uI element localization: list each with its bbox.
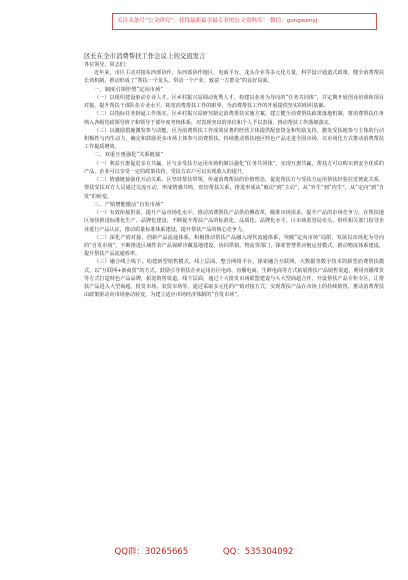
footer-contact — [0, 545, 408, 557]
intro-paragraph: 近年来，市区主动对接东西部协作、东西部协作地区，电商平台、龙头企业等多元化力量，科学设计通道式政策，健全消费帮扶长效机制，推动形成了“帮扶一个龙头、带动一个产业、致富一方群众”的良好局面。 — [84, 70, 384, 85]
qq-group-text: QQ群：30265665 — [114, 547, 189, 557]
paragraph: （一）以组织建设驱动专业人才。区乡村振兴局调动优秀人才，构建以业务为导向的“任务共同体”，并定期开展创业培训和项目对接，提升帮扶干部队伍专业水平，拓宽消费帮扶工作的眼界，为消费帮扶工作的开展提供坚实的组织基础。 — [84, 95, 384, 110]
qq-text: QQ：535304092 — [222, 547, 294, 557]
paragraph: （三）融合线上线下，构建新型销售模式。线上层面，整合网络平台，探索融合互联网、大数据等数字技术的新型消费帮扶模式，以“互联网+新商贸”的方式，鼓励引导帮扶企业运用社区电商、直播电商、生鲜电商等方式拓展帮扶产品销售渠道，利用直播带货等方式打造特色产品品牌，拓宽销售渠道。线下层面，通过十大批发市场联盟建设与大大型商超合作，开设帮扶产品专柜专区，让帮扶产品进入大型商超、批发市场、农贸市场等。通过采取多元化的产销对接方式，实现帮扶产品在市场上的持续销售，推动消费帮扶由政策驱动向市场驱动转变，为建立适应市场经济体制的“自发市场”。 — [84, 259, 384, 299]
document-body — [84, 52, 384, 300]
paragraph: （一）利益互惠促进多方共赢。区与多受扶方运用市场机制以强化“任务共同体”，实现互惠共赢，帮扶方可以购买到安全优质的产品，企业可以享受一定的政策扶持，受扶方农户可以实现收入的提升。 — [84, 160, 384, 176]
section-heading-2: 二、双重互惠强化“关系链接” — [94, 152, 163, 159]
section-heading-1: 一、制度引领形塑“定向市场” — [94, 86, 163, 93]
paragraph: （二）情感链接强化互动关系。区坚持帮扶带领，传递消费帮扶的价值理念，促进帮扶方与受扶方运用帮扶经验拉近彼此关系，帮扶受扶双方人员通过交流互动，形成情感共鸣，密切帮扶关系，推进形成从“被动”到“主动”，从“外生”到“内生”，从“定向”到“自发”的转变。 — [84, 177, 384, 200]
promo-banner — [112, 13, 377, 30]
promo-banner-text: 关注头条号“公文研究”，获得最新最全最专业的公文资料库！ 微信：gongwenyj — [117, 18, 318, 24]
paragraph: （三）以激励措施激发参与动能。区为消费帮扶工作成效显著的经营主体提供配套资金和奖励支持，激发受扶地参与主体的行动积极性与内生动力，确定和鼓励更多市场主体参与消费帮扶。持续推动帮扶地区特色产品走进全国市场，以市场化方式推动消费帮扶工作提质增效。 — [84, 127, 384, 151]
section-heading-3: 三、产销增能激活“自发市场” — [94, 201, 163, 208]
paragraph: （二）以指标任务倒逼工作落实。区乡村振兴局研究制定消费帮扶实施方案，建立健全消费帮扶政策落地机制，将消费帮扶任务纳入各级党政领导班子和领导干部年度考核体系，对表现突出的单位和个人予以表扬，推动帮扶工作落细落实。 — [84, 111, 384, 126]
document-title: 区长在全市消费帮扶工作会议上的交流发言 — [84, 52, 206, 60]
paragraph: （二）深化产销对接，创新产品流通体系。积极推动帮扶产品融入现代流通体系，突破“定向市场”局限，发展以市场化为导向的“自发市场”，不断推进区域性农产品保鲜冷藏基地建设，协同供销、物流等部门，探索智慧供应链运营模式，推动物流体系建设，提升帮扶产品流通效率。 — [84, 234, 384, 258]
salutation: 各位领导、同志们： — [84, 62, 130, 68]
paragraph: （一）有效衔接供需，提升产品市场化水平。推动消费帮扶产品供给侧改革，瞄准市场需求，提升产品的市场竞争力，在帮扶地区加快推进标准化生产、品牌化建设，不断提升帮扶产品的标准化、品质化、品牌化水平。区市场监管局牵头，组织相关部门指导企业进行产品认证，推动质量标准体系建设，提升帮扶产品的核心竞争力。 — [84, 210, 384, 233]
